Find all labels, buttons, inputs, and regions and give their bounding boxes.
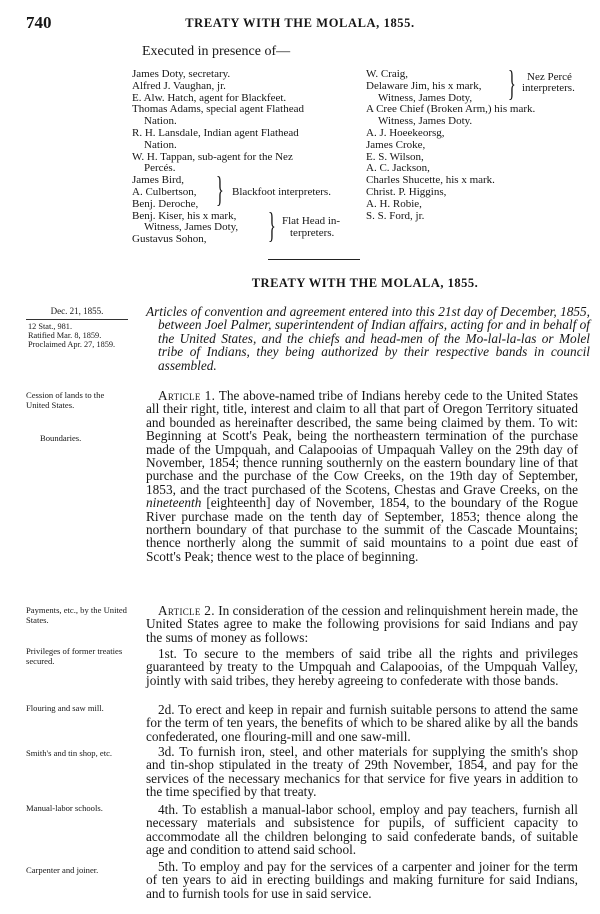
brace-icon: } bbox=[508, 63, 516, 103]
clause-text: 2d. To erect and keep in repair and furnish suitable persons to attend the same for the term of ten years, the benefits of which to be shared alike by all the bands confederated, one flouring-mill and one saw-mill. bbox=[146, 702, 578, 744]
group-label: Blackfoot interpreters. bbox=[232, 185, 331, 198]
article-text: In consideration of the cession and relinquishment herein made, the United States agree to make the following provisions for said Indians and pay the sums of money as follows: bbox=[146, 603, 578, 645]
margin-privileges: Privileges of former treaties secured. bbox=[26, 646, 123, 666]
brace-icon: } bbox=[216, 169, 224, 210]
article-text: The above-named tribe of Indians hereby cede to the United States all their right, title, interest and claim to all that part of Oregon Territory situated and bounded as hereinafter described, the same being claimed by them. To wit: Beginning at Scott's Peak, being the northeastern termination of the purchase made of the Umpquah, and Calapooias of Umpaquah Valley on the 29th day of November, 1854; thence running southernly on the eastern boundary line of that purchase and the purchase of the Cow Creeks, on the 19th day of September, 1853, and the tract purchased of the Scotens, Chestas and Grave Creeks, on the bbox=[146, 388, 578, 497]
witness-line: Delaware Jim, his x mark, bbox=[366, 79, 482, 92]
article-label: Article 1. bbox=[158, 388, 216, 403]
blackfoot-interpreters bbox=[132, 169, 364, 210]
executed-heading: Executed in presence of— bbox=[142, 44, 291, 59]
witness-line: Charles Shucette, his x mark. bbox=[366, 174, 495, 187]
witness-line: James Doty, secretary. bbox=[132, 68, 231, 80]
page-number: 740 bbox=[26, 13, 52, 32]
margin-cession: Cession of lands to the United States. bbox=[26, 390, 105, 410]
article-2 bbox=[146, 604, 578, 644]
witness-list-right bbox=[366, 63, 592, 222]
group-label: Flat Head in- bbox=[282, 214, 341, 227]
margin-carpenter: Carpenter and joiner. bbox=[26, 865, 99, 875]
brace-icon: } bbox=[268, 204, 276, 245]
clause-1 bbox=[146, 647, 578, 687]
margin-note: Ratified Mar. 8, 1859. bbox=[28, 331, 102, 341]
witness-line: Alfred J. Vaughan, jr. bbox=[132, 79, 226, 92]
witness-line: W. H. Tappan, sub-agent for the Nez bbox=[132, 150, 293, 163]
flathead-interpreters bbox=[132, 204, 364, 246]
witness-line: Percés. bbox=[144, 162, 176, 175]
margin-schools: Manual-labor schools. bbox=[26, 803, 103, 813]
treaty-preamble: Articles of convention and agreement entered into this 21st day of December, 1855, between Joel Palmer, superintendent of Indian affairs, acting for and in behalf of the United States, and the chiefs and head-men of the Mo-lal-la-las or Molel tribe of Indians, they being authorized by their respective bands in council assembled. bbox=[146, 304, 590, 373]
margin-note: Proclaimed Apr. 27, 1859. bbox=[28, 340, 116, 350]
margin-date: Dec. 21, 1855. bbox=[50, 306, 104, 316]
article-text: [eighteenth] day of November, 1854, to the boundary of the Rogue River purchase made on the tenth day of September, 1853; thence along the northern boundary of that purchase to the summit of the Cascade Mountains; thence northerly along the summit of said mountains to a point due east of Scott's Peak; thence west to the place of beginning. bbox=[146, 495, 578, 564]
witness-line: Benj. Deroche, bbox=[132, 197, 199, 210]
witness-line: R. H. Lansdale, Indian agent Flathead bbox=[132, 126, 299, 139]
witness-line: Benj. Kiser, his x mark, bbox=[132, 209, 237, 222]
witness-line: James Croke, bbox=[366, 138, 426, 151]
treaty-title: TREATY WITH THE MOLALA, 1855. bbox=[251, 276, 479, 290]
group-label: Nez Percé bbox=[527, 71, 572, 83]
witness-line: Thomas Adams, special agent Flathead bbox=[132, 103, 304, 116]
margin-note: 12 Stat., 981. bbox=[28, 322, 73, 331]
group-label: terpreters. bbox=[290, 226, 335, 239]
clause-text: 4th. To establish a manual-labor school, employ and pay teachers, furnish all necessary materials and subsistence for pupils, of sufficient capacity to accommodate all the children belonging to said confederate bands, of suitable age and condition to attend said school. bbox=[146, 802, 578, 858]
margin-shop: Smith's and tin shop, etc. bbox=[26, 748, 113, 758]
witness-list-left bbox=[132, 69, 364, 246]
witness-line: Witness, James Doty. bbox=[378, 115, 473, 128]
clause-4 bbox=[146, 803, 578, 857]
witness-line: Witness, James Doty, bbox=[378, 91, 473, 104]
witness-line: E. Alw. Hatch, agent for Blackfeet. bbox=[132, 91, 287, 104]
margin-payments: Payments, etc., by the United States. bbox=[26, 605, 127, 625]
margin-ratification bbox=[26, 322, 128, 350]
article-italic-word: nineteenth bbox=[146, 495, 202, 511]
clause-text: 1st. To secure to the members of said tribe all the rights and privileges guaranteed by treaty to the Umpquah and Calapooias, of the Umpquah Valley, jointly with said tribes, they hereby agreeing to confederate with those bands. bbox=[146, 646, 578, 688]
witness-line: A. Culbertson, bbox=[132, 185, 197, 198]
margin-mills: Flouring and saw mill. bbox=[26, 703, 104, 713]
group-label: interpreters. bbox=[522, 82, 575, 94]
witness-line: A. J. Hoeekeorsg, bbox=[366, 126, 445, 139]
clause-5 bbox=[146, 860, 578, 900]
article-1 bbox=[146, 389, 578, 563]
witness-line: Nation. bbox=[144, 138, 177, 151]
clause-2 bbox=[146, 703, 578, 743]
clause-text: 3d. To furnish iron, steel, and other materials for supplying the smith's shop and tin-shop stipulated in the treaty of 29th November, 1854, and pay for the services of the necessary mechanics for that service for five years in addition to the time specified by that treaty. bbox=[146, 744, 578, 800]
witness-line: Christ. P. Higgins, bbox=[366, 185, 447, 198]
clause-text: 5th. To employ and pay for the services of a carpenter and joiner for the term of ten years to aid in erecting buildings and making furniture for said Indians, and to furnish tools for use in said service. bbox=[146, 859, 578, 901]
witness-line: A. H. Robie, bbox=[366, 197, 422, 210]
margin-divider bbox=[26, 319, 128, 320]
witness-line: W. Craig, bbox=[366, 68, 409, 80]
clause-3 bbox=[146, 745, 578, 799]
witness-line: E. S. Wilson, bbox=[366, 150, 424, 163]
witness-line: A Cree Chief (Broken Arm,) his mark. bbox=[366, 103, 536, 116]
witness-line: S. S. Ford, jr. bbox=[366, 209, 425, 222]
margin-boundaries: Boundaries. bbox=[40, 433, 82, 443]
witness-line: Gustavus Sohon, bbox=[132, 233, 207, 246]
article-label: Article 2. bbox=[158, 603, 215, 618]
witness-line: James Bird, bbox=[132, 174, 184, 187]
running-title: TREATY WITH THE MOLALA, 1855. bbox=[185, 16, 415, 30]
witness-line: Witness, James Doty, bbox=[144, 221, 239, 234]
nezperce-interpreters bbox=[366, 63, 592, 104]
witness-line: A. C. Jackson, bbox=[366, 162, 430, 175]
section-divider bbox=[268, 259, 360, 260]
witness-line: Nation. bbox=[144, 115, 177, 128]
